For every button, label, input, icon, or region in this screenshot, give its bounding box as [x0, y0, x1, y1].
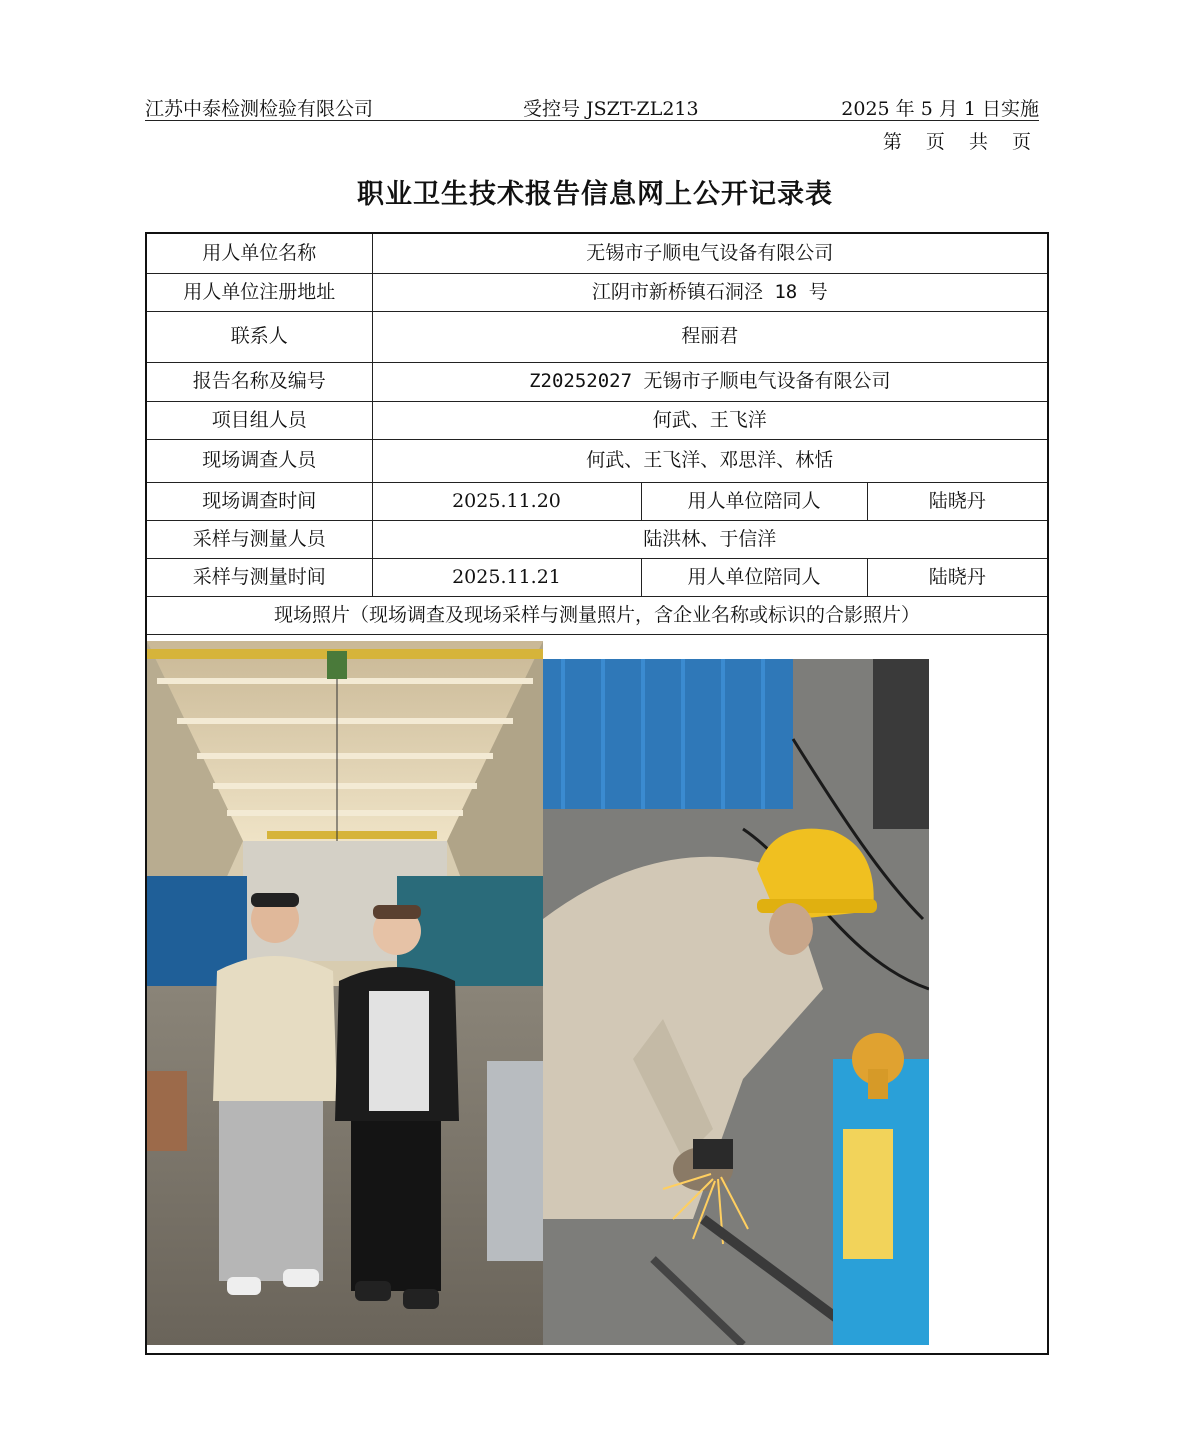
- record-table: [145, 232, 1049, 1355]
- value-report: Z20252027 无锡市子顺电气设备有限公司: [372, 362, 1048, 401]
- photo-caption: 现场照片（现场调查及现场采样与测量照片，含企业名称或标识的合影照片）: [146, 596, 1048, 634]
- row-report: [146, 362, 1048, 401]
- row-employer-name: [146, 233, 1048, 273]
- value-survey-staff: 何武、王飞洋、邓思洋、林恬: [372, 439, 1048, 482]
- value-employer-address: 江阴市新桥镇石洞泾 18 号: [372, 273, 1048, 311]
- value-employer-name: 无锡市子顺电气设备有限公司: [372, 233, 1048, 273]
- value-sampling-staff: 陆洪林、于信洋: [372, 520, 1048, 558]
- value-project-team: 何武、王飞洋: [372, 401, 1048, 439]
- header-control-number: 受控号 JSZT-ZL213: [523, 98, 699, 120]
- value-sampling-time: 2025.11.21: [372, 558, 641, 596]
- photo-area: [146, 634, 1048, 1354]
- row-survey-staff: [146, 439, 1048, 482]
- header-effective-date: 2025 年 5 月 1 日实施: [841, 98, 1039, 120]
- label-survey-time: 现场调查时间: [146, 482, 372, 520]
- row-photo-caption: [146, 596, 1048, 634]
- value-contact: 程丽君: [372, 311, 1048, 362]
- label-contact: 联系人: [146, 311, 372, 362]
- document-title: 职业卫生技术报告信息网上公开记录表: [357, 179, 833, 210]
- document-header: [145, 94, 1039, 121]
- label-sampling-staff: 采样与测量人员: [146, 520, 372, 558]
- row-sampling-staff: [146, 520, 1048, 558]
- row-contact: [146, 311, 1048, 362]
- page-number: 第 页 共 页: [882, 131, 1040, 153]
- value-sampling-companion: 陆晓丹: [867, 558, 1048, 596]
- row-project-team: [146, 401, 1048, 439]
- row-sampling-time: [146, 558, 1048, 596]
- row-employer-address: [146, 273, 1048, 311]
- row-survey-time: [146, 482, 1048, 520]
- group-photo: [147, 641, 543, 1345]
- label-project-team: 项目组人员: [146, 401, 372, 439]
- label-report: 报告名称及编号: [146, 362, 372, 401]
- label-employer-name: 用人单位名称: [146, 233, 372, 273]
- row-photos: [146, 634, 1048, 1354]
- label-survey-companion: 用人单位陪同人: [641, 482, 867, 520]
- label-sampling-time: 采样与测量时间: [146, 558, 372, 596]
- value-survey-time: 2025.11.20: [372, 482, 641, 520]
- label-survey-staff: 现场调查人员: [146, 439, 372, 482]
- label-sampling-companion: 用人单位陪同人: [641, 558, 867, 596]
- label-employer-address: 用人单位注册地址: [146, 273, 372, 311]
- header-company: 江苏中泰检测检验有限公司: [145, 98, 374, 120]
- work-photo: [543, 659, 929, 1345]
- value-survey-companion: 陆晓丹: [867, 482, 1048, 520]
